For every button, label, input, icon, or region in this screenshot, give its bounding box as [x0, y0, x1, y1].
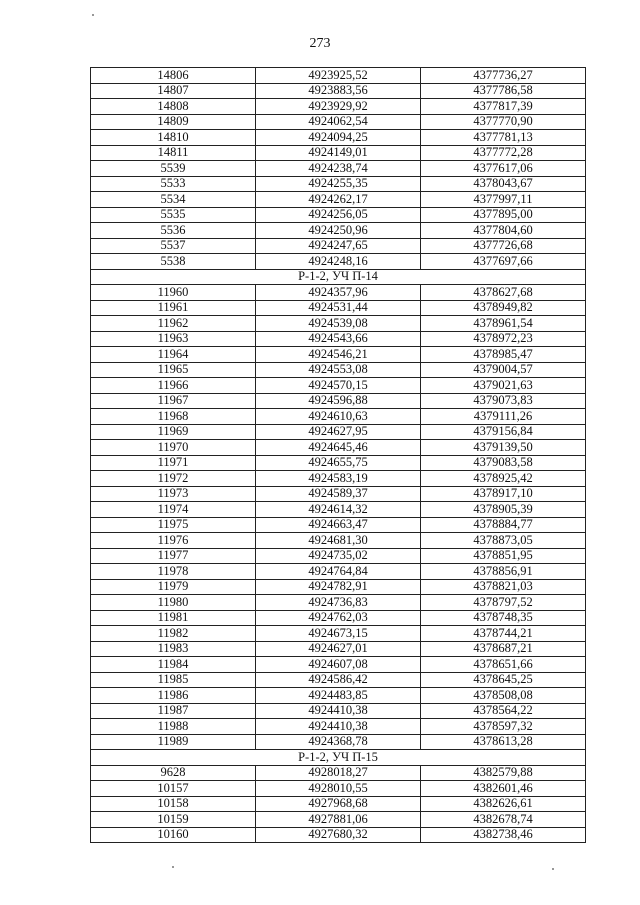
page-number: 273	[309, 36, 331, 51]
x-coordinate-cell: 4927881,06	[256, 812, 421, 828]
table-row	[91, 83, 586, 99]
table-row	[91, 455, 586, 471]
x-coordinate-cell: 4924247,65	[256, 238, 421, 254]
table-row	[91, 595, 586, 611]
x-coordinate-cell: 4924681,30	[256, 533, 421, 549]
table-row	[91, 517, 586, 533]
table-row	[91, 703, 586, 719]
x-coordinate-cell: 4924736,83	[256, 595, 421, 611]
table-row	[91, 672, 586, 688]
y-coordinate-cell: 4379004,57	[421, 362, 586, 378]
x-coordinate-cell: 4924410,38	[256, 703, 421, 719]
y-coordinate-cell: 4377781,13	[421, 130, 586, 146]
x-coordinate-cell: 4923883,56	[256, 83, 421, 99]
point-number-cell: 11982	[91, 626, 256, 642]
scan-speck	[92, 14, 94, 16]
point-number-cell: 11974	[91, 502, 256, 518]
table-row	[91, 207, 586, 223]
x-coordinate-cell: 4924262,17	[256, 192, 421, 208]
y-coordinate-cell: 4378627,68	[421, 285, 586, 301]
y-coordinate-cell: 4377617,06	[421, 161, 586, 177]
y-coordinate-cell: 4378925,42	[421, 471, 586, 487]
point-number-cell: 5535	[91, 207, 256, 223]
x-coordinate-cell: 4924589,37	[256, 486, 421, 502]
table-row	[91, 254, 586, 270]
table-row	[91, 688, 586, 704]
x-coordinate-cell: 4924596,88	[256, 393, 421, 409]
y-coordinate-cell: 4379139,50	[421, 440, 586, 456]
table-row	[91, 610, 586, 626]
point-number-cell: 5533	[91, 176, 256, 192]
x-coordinate-cell: 4924539,08	[256, 316, 421, 332]
x-coordinate-cell: 4924586,42	[256, 672, 421, 688]
x-coordinate-cell: 4924483,85	[256, 688, 421, 704]
point-number-cell: 11979	[91, 579, 256, 595]
point-number-cell: 14808	[91, 99, 256, 115]
x-coordinate-cell: 4924627,95	[256, 424, 421, 440]
y-coordinate-cell: 4382678,74	[421, 812, 586, 828]
y-coordinate-cell: 4378972,23	[421, 331, 586, 347]
point-number-cell: 11963	[91, 331, 256, 347]
point-number-cell: 14809	[91, 114, 256, 130]
table-row	[91, 99, 586, 115]
y-coordinate-cell: 4378884,77	[421, 517, 586, 533]
y-coordinate-cell: 4377736,27	[421, 68, 586, 84]
table-row	[91, 316, 586, 332]
x-coordinate-cell: 4924583,19	[256, 471, 421, 487]
point-number-cell: 11961	[91, 300, 256, 316]
y-coordinate-cell: 4379083,58	[421, 455, 586, 471]
x-coordinate-cell: 4924610,63	[256, 409, 421, 425]
y-coordinate-cell: 4377697,66	[421, 254, 586, 270]
y-coordinate-cell: 4378905,39	[421, 502, 586, 518]
table-row	[91, 424, 586, 440]
y-coordinate-cell: 4377786,58	[421, 83, 586, 99]
point-number-cell: 14807	[91, 83, 256, 99]
section-label: Р-1-2, УЧ П-14	[91, 269, 586, 285]
y-coordinate-cell: 4378597,32	[421, 719, 586, 735]
scan-speck	[552, 868, 554, 870]
x-coordinate-cell: 4924673,15	[256, 626, 421, 642]
point-number-cell: 11976	[91, 533, 256, 549]
point-number-cell: 11989	[91, 734, 256, 750]
x-coordinate-cell: 4924410,38	[256, 719, 421, 735]
y-coordinate-cell: 4378748,35	[421, 610, 586, 626]
table-row	[91, 564, 586, 580]
point-number-cell: 11972	[91, 471, 256, 487]
table-row	[91, 362, 586, 378]
table-row	[91, 734, 586, 750]
point-number-cell: 11970	[91, 440, 256, 456]
x-coordinate-cell: 4923929,92	[256, 99, 421, 115]
x-coordinate-cell: 4924149,01	[256, 145, 421, 161]
point-number-cell: 11968	[91, 409, 256, 425]
point-number-cell: 11967	[91, 393, 256, 409]
point-number-cell: 5539	[91, 161, 256, 177]
y-coordinate-cell: 4377895,00	[421, 207, 586, 223]
point-number-cell: 11965	[91, 362, 256, 378]
table-row	[91, 347, 586, 363]
point-number-cell: 11964	[91, 347, 256, 363]
point-number-cell: 14811	[91, 145, 256, 161]
x-coordinate-cell: 4924735,02	[256, 548, 421, 564]
table-row	[91, 130, 586, 146]
table-row	[91, 409, 586, 425]
coordinates-table	[90, 67, 586, 843]
table-row	[91, 641, 586, 657]
y-coordinate-cell: 4378645,25	[421, 672, 586, 688]
table-row	[91, 440, 586, 456]
y-coordinate-cell: 4379156,84	[421, 424, 586, 440]
section-header-row	[91, 269, 586, 285]
table-row	[91, 781, 586, 797]
point-number-cell: 10157	[91, 781, 256, 797]
table-row	[91, 378, 586, 394]
point-number-cell: 11987	[91, 703, 256, 719]
section-label: Р-1-2, УЧ П-15	[91, 750, 586, 766]
point-number-cell: 10159	[91, 812, 256, 828]
point-number-cell: 11975	[91, 517, 256, 533]
table-row	[91, 331, 586, 347]
y-coordinate-cell: 4379021,63	[421, 378, 586, 394]
table-row	[91, 223, 586, 239]
y-coordinate-cell: 4378744,21	[421, 626, 586, 642]
y-coordinate-cell: 4378985,47	[421, 347, 586, 363]
table-row	[91, 579, 586, 595]
point-number-cell: 11984	[91, 657, 256, 673]
x-coordinate-cell: 4924614,32	[256, 502, 421, 518]
coordinates-table-body	[91, 68, 586, 843]
point-number-cell: 11988	[91, 719, 256, 735]
point-number-cell: 5534	[91, 192, 256, 208]
y-coordinate-cell: 4378851,95	[421, 548, 586, 564]
table-row	[91, 114, 586, 130]
y-coordinate-cell: 4379073,83	[421, 393, 586, 409]
scan-speck	[172, 866, 174, 868]
point-number-cell: 5537	[91, 238, 256, 254]
table-row	[91, 161, 586, 177]
x-coordinate-cell: 4924255,35	[256, 176, 421, 192]
x-coordinate-cell: 4924357,96	[256, 285, 421, 301]
x-coordinate-cell: 4924627,01	[256, 641, 421, 657]
point-number-cell: 14806	[91, 68, 256, 84]
y-coordinate-cell: 4377770,90	[421, 114, 586, 130]
x-coordinate-cell: 4924094,25	[256, 130, 421, 146]
x-coordinate-cell: 4924645,46	[256, 440, 421, 456]
table-row	[91, 765, 586, 781]
point-number-cell: 11971	[91, 455, 256, 471]
point-number-cell: 9628	[91, 765, 256, 781]
table-row	[91, 533, 586, 549]
x-coordinate-cell: 4924543,66	[256, 331, 421, 347]
point-number-cell: 11985	[91, 672, 256, 688]
y-coordinate-cell: 4377772,28	[421, 145, 586, 161]
point-number-cell: 11966	[91, 378, 256, 394]
point-number-cell: 10158	[91, 796, 256, 812]
point-number-cell: 11977	[91, 548, 256, 564]
y-coordinate-cell: 4378949,82	[421, 300, 586, 316]
x-coordinate-cell: 4924368,78	[256, 734, 421, 750]
x-coordinate-cell: 4924546,21	[256, 347, 421, 363]
point-number-cell: 11981	[91, 610, 256, 626]
y-coordinate-cell: 4379111,26	[421, 409, 586, 425]
y-coordinate-cell: 4378917,10	[421, 486, 586, 502]
y-coordinate-cell: 4378508,08	[421, 688, 586, 704]
table-row	[91, 548, 586, 564]
table-row	[91, 486, 586, 502]
y-coordinate-cell: 4378687,21	[421, 641, 586, 657]
point-number-cell: 11980	[91, 595, 256, 611]
x-coordinate-cell: 4927680,32	[256, 827, 421, 843]
y-coordinate-cell: 4378564,22	[421, 703, 586, 719]
point-number-cell: 5536	[91, 223, 256, 239]
x-coordinate-cell: 4928018,27	[256, 765, 421, 781]
x-coordinate-cell: 4924238,74	[256, 161, 421, 177]
point-number-cell: 11973	[91, 486, 256, 502]
table-row	[91, 827, 586, 843]
table-row	[91, 471, 586, 487]
x-coordinate-cell: 4924250,96	[256, 223, 421, 239]
table-row	[91, 812, 586, 828]
y-coordinate-cell: 4378797,52	[421, 595, 586, 611]
x-coordinate-cell: 4924663,47	[256, 517, 421, 533]
x-coordinate-cell: 4924531,44	[256, 300, 421, 316]
y-coordinate-cell: 4382626,61	[421, 796, 586, 812]
point-number-cell: 10160	[91, 827, 256, 843]
table-row	[91, 145, 586, 161]
point-number-cell: 11960	[91, 285, 256, 301]
table-row	[91, 285, 586, 301]
y-coordinate-cell: 4378651,66	[421, 657, 586, 673]
point-number-cell: 14810	[91, 130, 256, 146]
x-coordinate-cell: 4924655,75	[256, 455, 421, 471]
y-coordinate-cell: 4378856,91	[421, 564, 586, 580]
section-header-row	[91, 750, 586, 766]
table-row	[91, 626, 586, 642]
y-coordinate-cell: 4377997,11	[421, 192, 586, 208]
x-coordinate-cell: 4924782,91	[256, 579, 421, 595]
x-coordinate-cell: 4924570,15	[256, 378, 421, 394]
table-row	[91, 796, 586, 812]
table-row	[91, 176, 586, 192]
y-coordinate-cell: 4382601,46	[421, 781, 586, 797]
x-coordinate-cell: 4924762,03	[256, 610, 421, 626]
point-number-cell: 11969	[91, 424, 256, 440]
y-coordinate-cell: 4378043,67	[421, 176, 586, 192]
y-coordinate-cell: 4378821,03	[421, 579, 586, 595]
point-number-cell: 11962	[91, 316, 256, 332]
x-coordinate-cell: 4924256,05	[256, 207, 421, 223]
x-coordinate-cell: 4927968,68	[256, 796, 421, 812]
y-coordinate-cell: 4377817,39	[421, 99, 586, 115]
point-number-cell: 11978	[91, 564, 256, 580]
x-coordinate-cell: 4924248,16	[256, 254, 421, 270]
point-number-cell: 11983	[91, 641, 256, 657]
table-row	[91, 68, 586, 84]
x-coordinate-cell: 4924062,54	[256, 114, 421, 130]
x-coordinate-cell: 4924607,08	[256, 657, 421, 673]
y-coordinate-cell: 4382579,88	[421, 765, 586, 781]
x-coordinate-cell: 4924764,84	[256, 564, 421, 580]
table-row	[91, 719, 586, 735]
x-coordinate-cell: 4923925,52	[256, 68, 421, 84]
point-number-cell: 11986	[91, 688, 256, 704]
table-row	[91, 300, 586, 316]
table-row	[91, 393, 586, 409]
y-coordinate-cell: 4377804,60	[421, 223, 586, 239]
y-coordinate-cell: 4378873,05	[421, 533, 586, 549]
x-coordinate-cell: 4928010,55	[256, 781, 421, 797]
point-number-cell: 5538	[91, 254, 256, 270]
y-coordinate-cell: 4377726,68	[421, 238, 586, 254]
y-coordinate-cell: 4378613,28	[421, 734, 586, 750]
table-row	[91, 502, 586, 518]
y-coordinate-cell: 4378961,54	[421, 316, 586, 332]
y-coordinate-cell: 4382738,46	[421, 827, 586, 843]
table-row	[91, 192, 586, 208]
x-coordinate-cell: 4924553,08	[256, 362, 421, 378]
table-row	[91, 657, 586, 673]
table-row	[91, 238, 586, 254]
